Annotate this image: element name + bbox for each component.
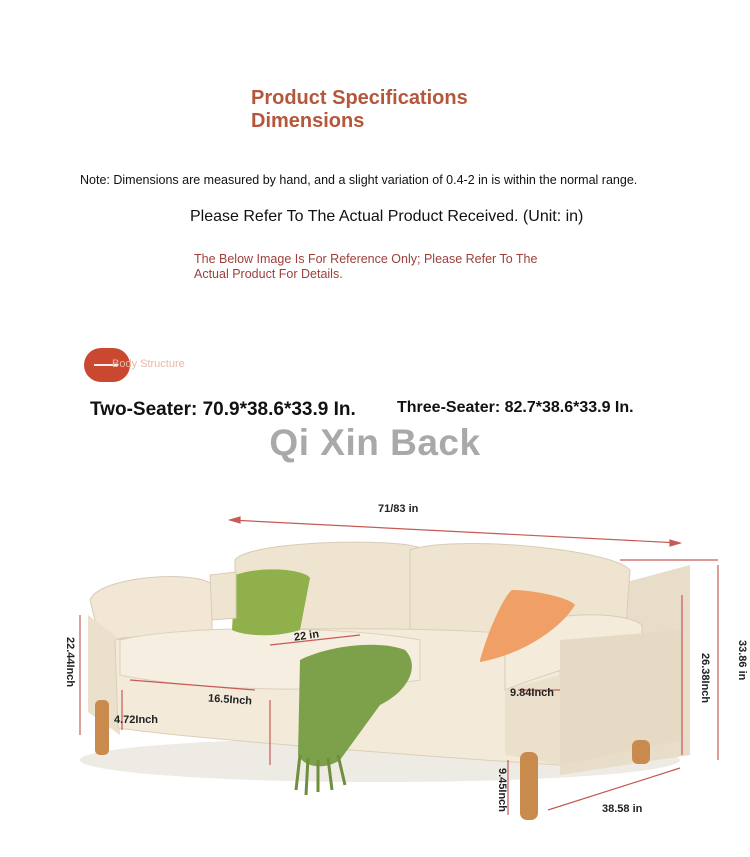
leg-front-right (520, 752, 538, 820)
dim-leg-height-front: 4.72Inch (114, 714, 159, 726)
reference-only-notice: The Below Image Is For Reference Only; Please Refer To The Actual Product For Details. (194, 252, 538, 281)
dim-arm-width: 9.84Inch (510, 687, 555, 699)
watermark: Qi Xin Back (269, 422, 481, 463)
cream-pillow (210, 572, 236, 620)
section-label: Body Structure (112, 358, 185, 370)
refer-notice: Please Refer To The Actual Product Received. (Unit: in) (190, 208, 584, 225)
dim-depth: 38.58 in (602, 803, 643, 815)
dim-seat-height: 16.5Inch (207, 692, 253, 708)
dim-seat-depth: 22 in (293, 628, 320, 644)
dim-arm-height: 22.44Inch (64, 637, 76, 688)
dim-total-width: 71/83 in (378, 503, 419, 515)
leg-back-right (632, 740, 650, 764)
three-seater-size: Three-Seater: 82.7*38.6*33.9 In. (397, 399, 634, 416)
width-arrow-right (670, 540, 680, 546)
dim-leg-height-side: 9.45Inch (496, 768, 508, 813)
green-pillow (232, 569, 310, 635)
dim-back-height: 26.38Inch (699, 653, 711, 704)
measurement-note: Note: Dimensions are measured by hand, and a slight variation of 0.4-2 in is within the normal range. (80, 173, 638, 187)
two-seater-size: Two-Seater: 70.9*38.6*33.9 In. (90, 399, 356, 420)
width-arrow-left (230, 517, 240, 523)
title-line-2: Dimensions (251, 110, 365, 132)
width-line (230, 520, 680, 543)
title-line-1: Product Specifications (251, 87, 468, 109)
dim-overall-height: 33.86 in (736, 640, 748, 681)
leg-front-left (95, 700, 109, 755)
